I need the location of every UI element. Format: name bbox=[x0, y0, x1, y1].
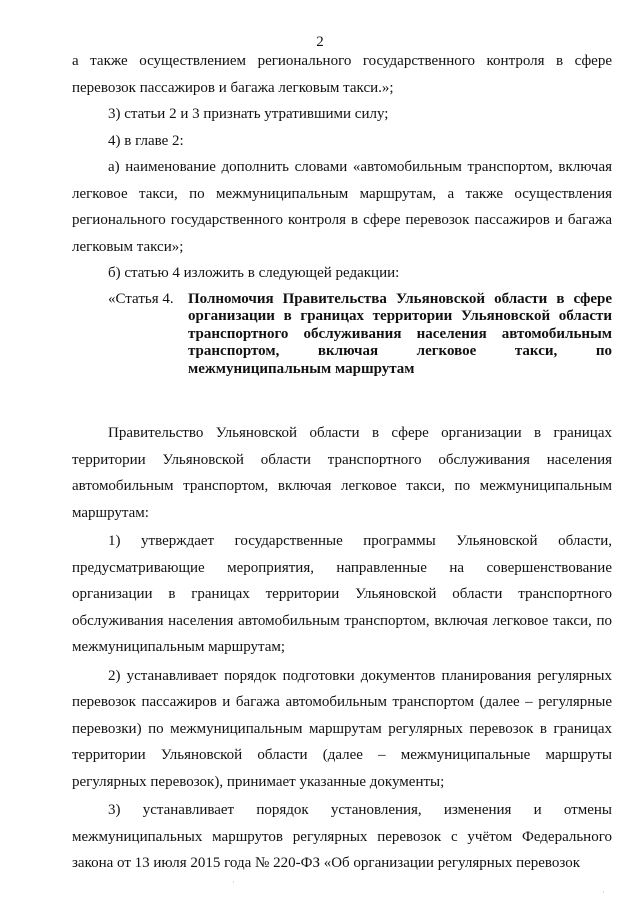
article-item-3: 3) устанавливает порядок установления, изменения и отмены межмуниципальных маршрутов регулярных перевозок с учётом Федерального закона от 13 июля 2015 года № 220-ФЗ «Об организации регулярных перевозок bbox=[72, 802, 612, 871]
article-spacer bbox=[72, 378, 612, 420]
page-number: 2 bbox=[316, 34, 324, 50]
article-item-1: 1) утверждает государственные программы Ульяновской области, предусматривающие мероприятия, направленные на совершенствование организации в границах территории Ульяновской области транспортного обслуживания населения автомобильным транспортом, включая легковое такси, по межмуниципальным маршрутам; bbox=[72, 533, 612, 655]
article-label: «Статья 4. bbox=[108, 290, 174, 307]
article-heading bbox=[72, 291, 612, 379]
document-body bbox=[72, 48, 612, 877]
paragraph-item-4: 4) в главе 2: bbox=[108, 132, 184, 149]
article-intro: Правительство Ульяновской области в сфере организации в границах территории Ульяновской области транспортного обслуживания населения автомобильным транспортом, включая легковое такси, по межмуниципальным маршрутам: bbox=[72, 425, 612, 521]
paragraph-subitem-a: а) наименование дополнить словами «автомобильным транспортом, включая легковое такси, по межмуниципальным маршрутам, а также осуществления регионального государственного контроля в сфере перевозок пассажиров и багажа легковым такси»; bbox=[72, 159, 612, 255]
paragraph-continuation: а также осуществлением регионального государственного контроля в сфере перевозок пассажиров и багажа легковым такси.»; bbox=[72, 53, 612, 96]
article-item-2: 2) устанавливает порядок подготовки документов планирования регулярных перевозок пассажиров и багажа автомобильным транспортом (далее – регулярные перевозки) по межмуниципальным маршрутам регулярных перевозок в границах территории Ульяновской области (далее – межмуниципальные маршруты регулярных перевозок), принимает указанные документы; bbox=[72, 667, 612, 790]
paragraph-item-3: 3) статьи 2 и 3 признать утратившими силу; bbox=[108, 106, 389, 122]
scan-mark: · bbox=[602, 888, 605, 897]
paragraph-subitem-b: б) статью 4 изложить в следующей редакции: bbox=[108, 265, 400, 281]
article-title: Полномочия Правительства Ульяновской области в сфере организации в границах территории Ульяновской области транспортного обслуживания населения автомобильным транспортом, включая легковое такси, по межмуниципальным маршрутам bbox=[188, 290, 612, 377]
scan-mark: · bbox=[232, 878, 235, 887]
